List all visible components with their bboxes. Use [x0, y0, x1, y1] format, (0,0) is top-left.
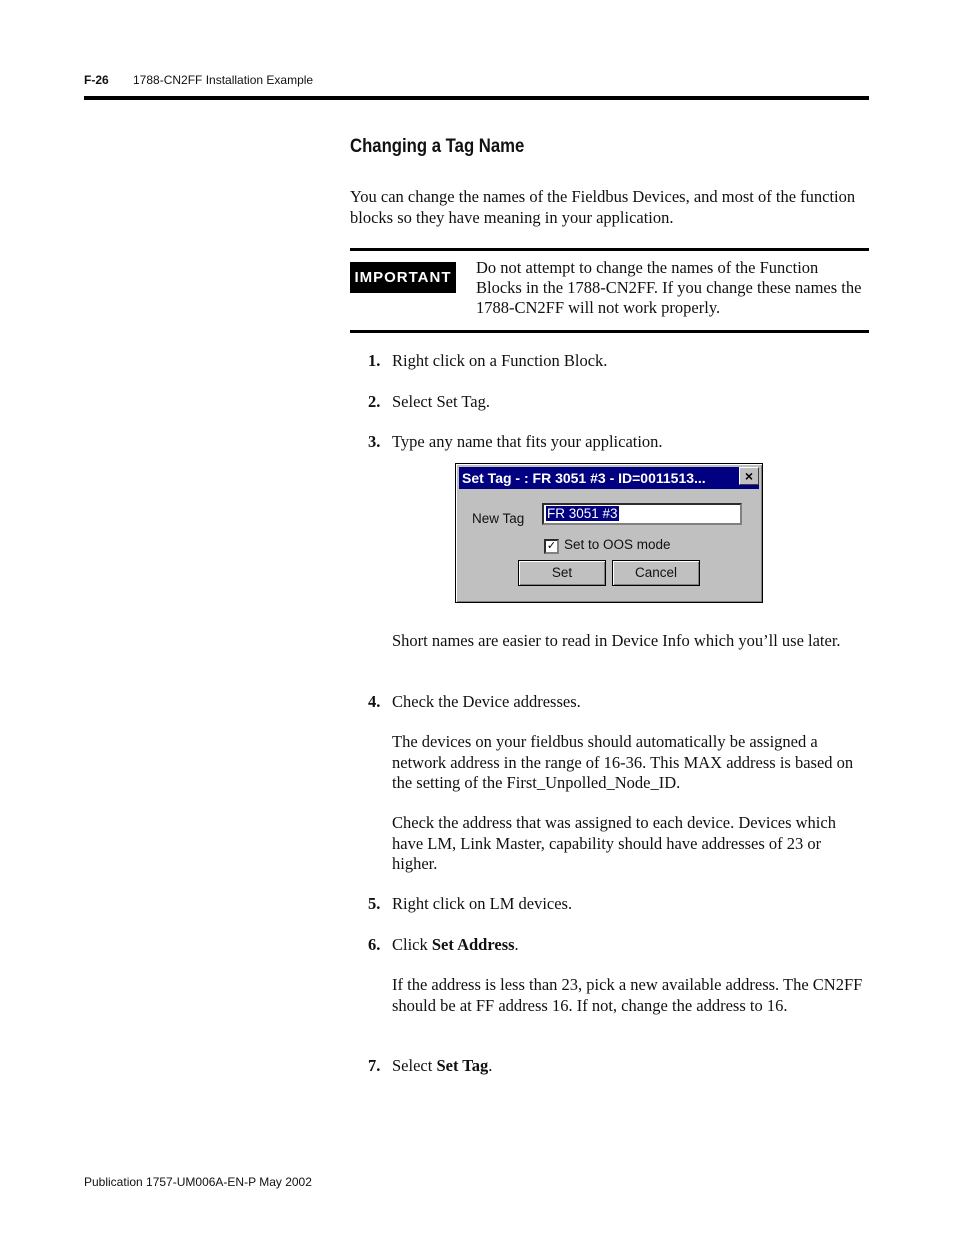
step-3-note: Short names are easier to read in Device Info which you’ll use later. — [392, 631, 841, 650]
cancel-button[interactable]: Cancel — [612, 560, 700, 586]
step-2-text: Select Set Tag. — [392, 392, 490, 411]
intro-paragraph: You can change the names of the Fieldbus Devices, and most of the function blocks so they have meaning in your application. — [350, 187, 856, 227]
step-7-text — [392, 1056, 868, 1077]
oos-checkbox-label: Set to OOS mode — [564, 537, 671, 552]
step-3-text: Type any name that fits your application. — [392, 432, 663, 451]
step-7-number: 7. — [368, 1056, 381, 1075]
step-7-prefix: Select — [392, 1056, 437, 1075]
step-4-text: Check the Device addresses. — [392, 692, 581, 711]
step-3-number: 3. — [368, 432, 381, 451]
step-1-text: Right click on a Function Block. — [392, 351, 608, 370]
step-6-bold: Set Address — [431, 935, 515, 954]
page-header — [84, 73, 314, 87]
step-4-paragraph-1: The devices on your fieldbus should automatically be assigned a network address in the range of 16-36. This MAX address is based on the setting of the First_Unpolled_Node_ID. — [392, 732, 854, 792]
step-5-number: 5. — [368, 894, 381, 913]
header-title: 1788-CN2FF Installation Example — [133, 73, 314, 87]
new-tag-value: FR 3051 #3 — [547, 506, 618, 521]
step-5-text: Right click on LM devices. — [392, 894, 573, 913]
new-tag-input[interactable] — [542, 503, 742, 525]
step-4-paragraph-2: Check the address that was assigned to each device. Devices which have LM, Link Master, capability should have addresses of 23 or higher. — [392, 813, 836, 873]
page-number: F-26 — [84, 73, 109, 87]
step-6-note: If the address is less than 23, pick a new available address. The CN2FF should be at FF address 16. If not, change the address to 16. — [392, 975, 863, 1015]
oos-checkbox[interactable]: ✓ — [544, 539, 559, 554]
important-top-rule — [350, 248, 869, 251]
section-title: Changing a Tag Name — [350, 136, 525, 157]
step-7-suffix: . — [488, 1056, 493, 1075]
important-bottom-rule — [350, 330, 869, 333]
step-2-number: 2. — [368, 392, 381, 411]
important-text: Do not attempt to change the names of the Function Blocks in the 1788-CN2FF. If you change these names the 1788-CN2FF will not work properly. — [476, 258, 862, 317]
page-footer: Publication 1757-UM006A-EN-P May 2002 — [84, 1175, 312, 1189]
dialog-title: Set Tag - : FR 3051 #3 - ID=0011513... — [459, 467, 759, 489]
close-icon[interactable]: × — [739, 467, 759, 485]
set-tag-dialog — [455, 463, 763, 603]
step-6-suffix: . — [514, 935, 519, 954]
step-4-number: 4. — [368, 692, 381, 711]
set-button[interactable]: Set — [518, 560, 606, 586]
step-6-text — [392, 935, 868, 956]
important-badge: IMPORTANT — [350, 262, 456, 293]
step-1-number: 1. — [368, 351, 381, 370]
header-rule — [84, 96, 869, 100]
step-7-bold: Set Tag — [436, 1056, 489, 1075]
new-tag-label: New Tag — [472, 511, 525, 526]
step-6-prefix: Click — [392, 935, 432, 954]
step-6-number: 6. — [368, 935, 381, 954]
